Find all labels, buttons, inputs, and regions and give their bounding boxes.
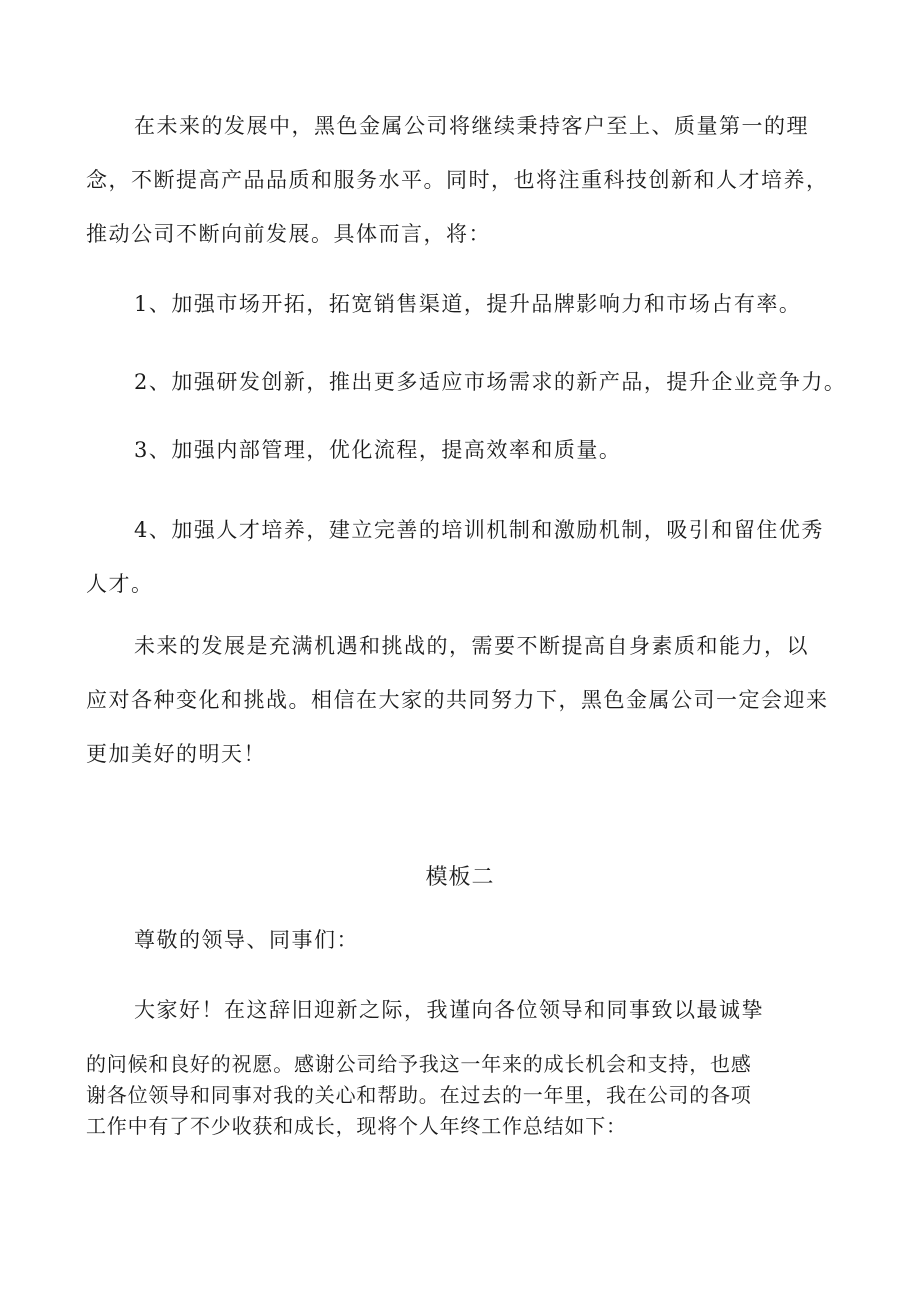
paragraph-intro-line-2: 念，不断提高产品品质和服务水平。同时，也将注重科技创新和人才培养，: [86, 168, 829, 192]
section-title: 模板二: [425, 865, 495, 890]
paragraph-closing-line-1: 未来的发展是充满机遇和挑战的，需要不断提高自身素质和能力，以: [134, 634, 809, 658]
salutation: 尊敬的领导、同事们：: [134, 928, 359, 952]
body-line-2: 谢各位领导和同事对我的关心和帮助。在过去的一年里，我在公司的各项: [86, 1083, 752, 1107]
list-item-3: 3、加强内部管理，优化流程，提高效率和质量。: [134, 438, 622, 462]
list-item-2: 2、加强研发创新，推出更多适应市场需求的新产品，提升企业竞争力。: [134, 370, 847, 394]
paragraph-closing-line-3: 更加美好的明天！: [86, 742, 266, 766]
paragraph-intro-line-1: 在未来的发展中，黑色金属公司将继续秉持客户至上、质量第一的理: [134, 114, 809, 138]
body-line-3: 工作中有了不少收获和成长，现将个人年终工作总结如下：: [86, 1114, 627, 1138]
list-item-1: 1、加强市场开拓，拓宽销售渠道，提升品牌影响力和市场占有率。: [134, 292, 802, 316]
list-item-4-line-2: 人才。: [86, 572, 154, 596]
list-item-4-line-1: 4、加强人才培养，建立完善的培训机制和激励机制，吸引和留住优秀: [134, 518, 824, 542]
paragraph-closing-line-2: 应对各种变化和挑战。相信在大家的共同努力下，黑色金属公司一定会迎来: [86, 688, 829, 712]
paragraph-intro-line-3: 推动公司不断向前发展。具体而言，将：: [86, 222, 491, 246]
body-line-1: 的问候和良好的祝愿。感谢公司给予我这一年来的成长机会和支持，也感: [86, 1052, 752, 1076]
greeting-line: 大家好！在这辞旧迎新之际，我谨向各位领导和同事致以最诚挚: [134, 998, 764, 1022]
